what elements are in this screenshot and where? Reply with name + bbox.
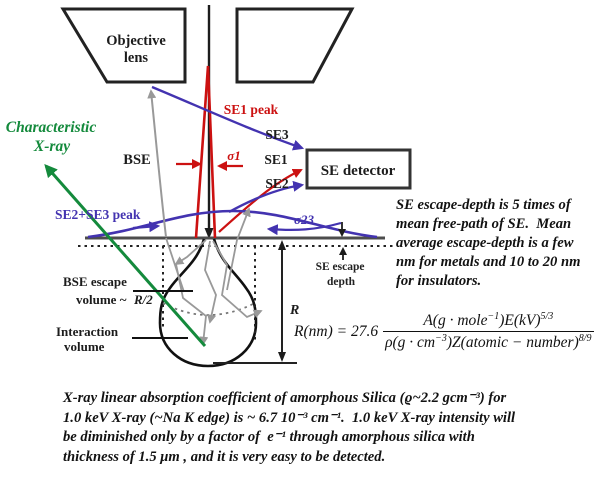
characteristic-xray-label-line1: Characteristic — [5, 119, 97, 136]
objective-lens-right-shape — [237, 9, 352, 82]
se-escape-depth-label-line1: SE escape — [315, 261, 365, 273]
equation-den-text: ρ(g · cm — [385, 334, 436, 352]
se-escape-note — [396, 196, 580, 291]
xray-note-line: 1.0 keV X-ray (~Na K edge) is ~ 6.7 10⁻³ cm⁻¹. 1.0 keV X-ray intensity will — [63, 409, 516, 426]
objective-lens-label-line1: Objective — [106, 33, 166, 49]
equation-numerator — [413, 311, 563, 331]
se-escape-depth-label-line2: depth — [326, 276, 356, 288]
bse-escape-r2-text: R/2 — [134, 292, 153, 307]
equation-denominator — [383, 331, 593, 352]
sigma1-label: σ1 — [227, 148, 241, 163]
bse-escape-label-line1: BSE escape — [63, 274, 127, 289]
characteristic-xray-arrow — [46, 166, 205, 346]
interaction-volume-label-line2: volume — [64, 339, 105, 354]
characteristic-xray-label-line2: X-ray — [33, 138, 71, 155]
equation-num-text2: )E(kV) — [499, 312, 541, 330]
xray-note-line: X-ray linear absorption coefficient of amorphous Silica (ϱ~2.2 gcm⁻³) for — [63, 390, 507, 406]
se2-label: SE2 — [265, 176, 289, 191]
bse-arrow — [151, 91, 166, 237]
r-bottom-arrow-icon — [278, 352, 286, 362]
range-equation — [294, 311, 594, 352]
xray-note-line: be diminished only by a factor of e⁻¹ through amorphous silica with — [63, 429, 475, 446]
se-note-line: nm for metals and 10 to 20 nm — [396, 254, 581, 270]
se23-peak-label: SE2+SE3 peak — [55, 207, 141, 222]
bse-escape-volume-text: volume ~ — [76, 292, 127, 307]
equation-den-text2: )Z(atomic − number) — [446, 334, 579, 352]
se-note-line: SE escape-depth is 5 times of — [396, 197, 571, 213]
r-top-arrow-icon — [278, 240, 286, 250]
se-note-line: average escape-depth is a few — [396, 235, 574, 251]
equation-num-text: A(g · mole — [423, 312, 488, 330]
equation-fraction — [383, 311, 593, 352]
se-note-line: mean free-path of SE. Mean — [396, 216, 572, 232]
se-depth-lower-arrow-icon — [339, 247, 347, 255]
se1-arrow — [219, 170, 301, 232]
r-label: R — [290, 303, 300, 318]
se-note-line: for insulators. — [396, 273, 482, 289]
se-detector-label: SE detector — [320, 163, 396, 179]
sigma23-label: σ23 — [293, 212, 315, 227]
se1-label: SE1 — [264, 152, 288, 167]
interaction-volume-shape — [160, 239, 256, 366]
xray-absorption-note — [63, 389, 515, 467]
xray-note-line: thickness of 1.5 μm , and it is very easy to be detected. — [63, 448, 386, 465]
se1-peak-label: SE1 peak — [223, 102, 279, 117]
se-depth-upper-arrow-icon — [338, 229, 346, 237]
se3-label: SE3 — [265, 127, 289, 142]
interaction-volume-label-line1: Interaction — [56, 324, 119, 339]
equation-num-sup2: 5/3 — [540, 311, 554, 322]
equation-num-sup1: −1 — [487, 311, 500, 322]
se23-peak-pointer-arrow-icon — [133, 226, 158, 228]
bse-label: BSE — [123, 152, 151, 168]
equation-lhs: R(nm) = 27.6 — [294, 322, 379, 340]
equation-den-sup2: 8/9 — [578, 333, 592, 345]
equation-den-sup1: −3 — [435, 333, 447, 345]
objective-lens-label-line2: lens — [123, 50, 149, 66]
bse-escape-label-line2 — [76, 292, 153, 307]
